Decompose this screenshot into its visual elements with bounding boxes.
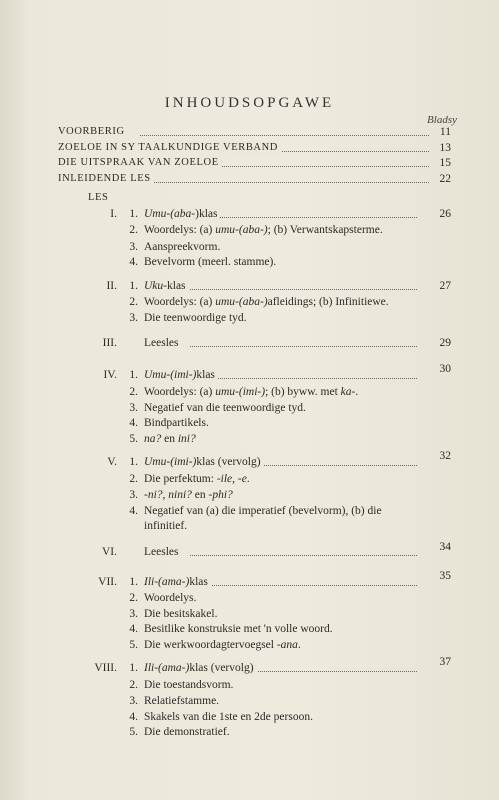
lesson-item-text xyxy=(144,401,306,415)
item-number: 2. xyxy=(129,473,138,485)
item-number: 2. xyxy=(129,296,138,308)
item-number: 4. xyxy=(129,417,138,429)
text-segment: ini? xyxy=(177,433,196,445)
lesson-item-text xyxy=(144,472,250,486)
page-column-header: Bladsy xyxy=(427,114,457,126)
lesson-item-text xyxy=(144,725,230,739)
leader-dots xyxy=(190,585,417,586)
toc-page-number: 11 xyxy=(439,126,451,138)
text-segment: Die perfektum: xyxy=(144,473,217,485)
toc-lesson-row xyxy=(0,570,499,589)
toc-lesson-row xyxy=(0,725,499,739)
text-segment: klas xyxy=(189,576,208,588)
item-number: 1. xyxy=(129,576,138,588)
toc-lesson-row xyxy=(0,607,499,621)
item-number: 1. xyxy=(129,208,138,220)
item-number: 5. xyxy=(129,639,138,651)
toc-page-number: 15 xyxy=(439,157,451,169)
lesson-roman-numeral: VI. xyxy=(101,546,117,558)
text-segment: ; (b) Verwantskapsterme. xyxy=(267,224,383,236)
toc-lesson-row xyxy=(0,336,499,350)
toc-lesson-row xyxy=(0,255,499,269)
text-segment: -phi? xyxy=(208,489,233,501)
lesson-roman-numeral: I. xyxy=(110,208,117,220)
toc-lesson-row xyxy=(0,591,499,605)
text-segment: Ili-(ama-) xyxy=(144,662,190,674)
lesson-item-text xyxy=(144,455,264,469)
text-segment: Bindpartikels. xyxy=(144,417,209,429)
item-number: 3. xyxy=(129,695,138,707)
item-number: 4. xyxy=(129,711,138,723)
toc-page-number: 30 xyxy=(439,363,451,375)
text-segment: aba xyxy=(174,208,192,220)
item-number: 1. xyxy=(129,662,138,674)
text-segment: en xyxy=(161,433,178,445)
toc-front-row xyxy=(0,172,499,186)
text-segment: . xyxy=(297,639,301,651)
text-segment: Relatiefstamme. xyxy=(144,695,220,707)
leader-dots xyxy=(190,217,417,218)
text-segment: ka- xyxy=(340,386,356,398)
toc-lesson-row xyxy=(0,363,499,382)
text-segment: Woordelys. xyxy=(144,592,197,604)
toc-front-title: DIE UITSPRAAK VAN ZOELOE xyxy=(58,156,222,170)
text-segment: afleidings; (b) Infinitiewe. xyxy=(267,296,389,308)
toc-page-number: 34 xyxy=(439,541,451,553)
toc-page-number: 29 xyxy=(439,337,451,349)
text-segment: Die besitskakel. xyxy=(144,608,218,620)
toc-front-row xyxy=(0,141,499,155)
toc-lesson-row xyxy=(0,240,499,254)
text-segment: Ili-(ama-) xyxy=(144,576,190,588)
leader-dots xyxy=(190,555,417,556)
lesson-roman-numeral: VIII. xyxy=(94,662,117,674)
text-segment: Uku xyxy=(144,280,164,292)
toc-lesson-row xyxy=(0,656,499,675)
leader-dots xyxy=(190,346,417,347)
item-number: 3. xyxy=(129,241,138,253)
toc-lesson-row xyxy=(0,622,499,636)
leader-dots xyxy=(190,378,417,379)
toc-lesson-row xyxy=(0,385,499,399)
text-segment: Aanspreekvorm. xyxy=(144,241,221,253)
lesson-item-text xyxy=(144,488,233,502)
lesson-item-text xyxy=(144,255,276,269)
text-segment: . xyxy=(246,473,250,485)
toc-lesson-row xyxy=(0,519,499,533)
item-number: 2. xyxy=(129,386,138,398)
toc-lesson-row xyxy=(0,207,499,221)
text-segment: Besitlike konstruksie met 'n volle woord. xyxy=(144,623,333,635)
text-segment: Umu-(imi-) xyxy=(144,369,197,381)
item-number: 1. xyxy=(129,456,138,468)
lesson-roman-numeral: II. xyxy=(106,280,117,292)
text-segment: en xyxy=(191,489,209,501)
toc-front-title: VOORBERIG xyxy=(58,125,128,139)
text-segment: Bevelvorm (meerl. stamme). xyxy=(144,256,277,268)
item-number: 5. xyxy=(129,726,138,738)
text-segment: Die toestandsvorm. xyxy=(144,679,234,691)
text-segment: Leesles xyxy=(144,337,179,349)
text-segment: umu-(aba-) xyxy=(215,224,268,236)
item-number: 3. xyxy=(129,489,138,501)
leader-dots xyxy=(190,289,417,290)
toc-lesson-row xyxy=(0,432,499,446)
toc-lesson-row xyxy=(0,541,499,559)
lesson-roman-numeral: IV. xyxy=(103,369,117,381)
toc-lesson-row xyxy=(0,401,499,415)
lesson-roman-numeral: III. xyxy=(102,337,117,349)
item-number: 4. xyxy=(129,505,138,517)
lesson-item-text xyxy=(144,638,301,652)
toc-lesson-row xyxy=(0,638,499,652)
toc-lesson-row xyxy=(0,311,499,325)
toc-lesson-row xyxy=(0,223,499,237)
text-segment: Die teenwoordige tyd. xyxy=(144,312,247,324)
text-segment: -klas xyxy=(163,280,186,292)
item-number: 3. xyxy=(129,608,138,620)
lesson-item-text xyxy=(144,207,220,221)
text-segment: Woordelys: (a) xyxy=(144,386,216,398)
text-segment: infinitief. xyxy=(144,520,188,532)
item-number: 1. xyxy=(129,369,138,381)
toc-page-number: 27 xyxy=(439,280,451,292)
lesson-roman-numeral: VII. xyxy=(98,576,117,588)
lesson-item-text xyxy=(144,519,187,533)
text-segment: na? xyxy=(144,433,162,445)
item-number: 2. xyxy=(129,224,138,236)
text-segment: Woordelys: (a) xyxy=(144,296,216,308)
text-segment: -ile, -e xyxy=(216,473,247,485)
text-segment: -)klas xyxy=(191,208,218,220)
text-segment: Woordelys: (a) xyxy=(144,224,216,236)
lesson-item-text xyxy=(144,311,247,325)
toc-page-number: 37 xyxy=(439,656,451,668)
toc-lesson-row xyxy=(0,472,499,486)
text-segment: klas xyxy=(196,369,215,381)
text-segment: . xyxy=(355,386,359,398)
item-number: 4. xyxy=(129,623,138,635)
lesson-item-text xyxy=(144,240,220,254)
text-segment: umu-(aba-) xyxy=(215,296,268,308)
lesson-item-text xyxy=(144,279,189,293)
lesson-item-text xyxy=(144,622,333,636)
lesson-item-text xyxy=(144,575,211,589)
text-segment: Die werkwoordagtervoegsel xyxy=(144,639,277,651)
toc-lesson-row xyxy=(0,416,499,430)
item-number: 4. xyxy=(129,256,138,268)
toc-lesson-row xyxy=(0,694,499,708)
lesson-item-text xyxy=(144,416,209,430)
toc-lesson-row xyxy=(0,710,499,724)
lesson-item-text xyxy=(144,661,257,675)
leader-dots xyxy=(140,135,429,136)
text-segment: Umu-( xyxy=(144,208,175,220)
text-segment: -ana xyxy=(276,639,298,651)
text-segment: ; (b) byww. met xyxy=(265,386,341,398)
lesson-item-text xyxy=(144,368,218,382)
text-segment: Negatief van (a) die imperatief (bevelvorm), (b) die xyxy=(144,505,382,517)
item-number: 3. xyxy=(129,402,138,414)
item-number: 2. xyxy=(129,592,138,604)
item-number: 3. xyxy=(129,312,138,324)
toc-page-number: 32 xyxy=(439,450,451,462)
toc-front-row xyxy=(0,125,499,139)
lesson-item-text xyxy=(144,694,219,708)
toc-front-row xyxy=(0,156,499,170)
toc-page-number: 26 xyxy=(439,208,451,220)
lesson-item-text xyxy=(144,223,383,237)
lesson-item-text xyxy=(144,295,389,309)
lesson-item-text xyxy=(144,591,196,605)
toc-lesson-row xyxy=(0,678,499,692)
leader-dots xyxy=(140,182,429,183)
text-segment: Leesles xyxy=(144,546,179,558)
toc-lesson-row xyxy=(0,488,499,502)
toc-lesson-row xyxy=(0,279,499,293)
lesson-item-text xyxy=(144,504,382,518)
item-number: 5. xyxy=(129,433,138,445)
lesson-item-text xyxy=(144,432,196,446)
text-segment: umu-(imi-) xyxy=(215,386,266,398)
lesson-item-text xyxy=(144,607,217,621)
lesson-item-text xyxy=(144,545,181,559)
item-number: 1. xyxy=(129,280,138,292)
toc-front-title: INLEIDENDE LES xyxy=(58,172,154,186)
les-label: LES xyxy=(88,192,109,203)
text-segment: Die demonstratief. xyxy=(144,726,230,738)
toc-lesson-row xyxy=(0,504,499,518)
toc-lesson-row xyxy=(0,450,499,469)
text-segment: Negatief van die teenwoordige tyd. xyxy=(144,402,306,414)
toc-page-number: 22 xyxy=(439,173,451,185)
text-segment: klas (vervolg) xyxy=(196,456,261,468)
toc-lesson-row xyxy=(0,295,499,309)
page-title: INHOUDSOPGAWE xyxy=(164,95,335,111)
toc-page-number: 35 xyxy=(439,570,451,582)
text-segment: klas (vervolg) xyxy=(189,662,254,674)
item-number: 2. xyxy=(129,679,138,691)
text-segment: Skakels van die 1ste en 2de persoon. xyxy=(144,711,313,723)
lesson-item-text xyxy=(144,336,181,350)
lesson-roman-numeral: V. xyxy=(107,456,117,468)
toc-page-number: 13 xyxy=(439,142,451,154)
lesson-item-text xyxy=(144,385,358,399)
lesson-item-text xyxy=(144,678,233,692)
text-segment: Umu-(imi-) xyxy=(144,456,197,468)
text-segment: -ni?, nini? xyxy=(144,489,192,501)
lesson-item-text xyxy=(144,710,313,724)
toc-front-title: ZOELOE IN SY TAALKUNDIGE VERBAND xyxy=(58,141,281,155)
